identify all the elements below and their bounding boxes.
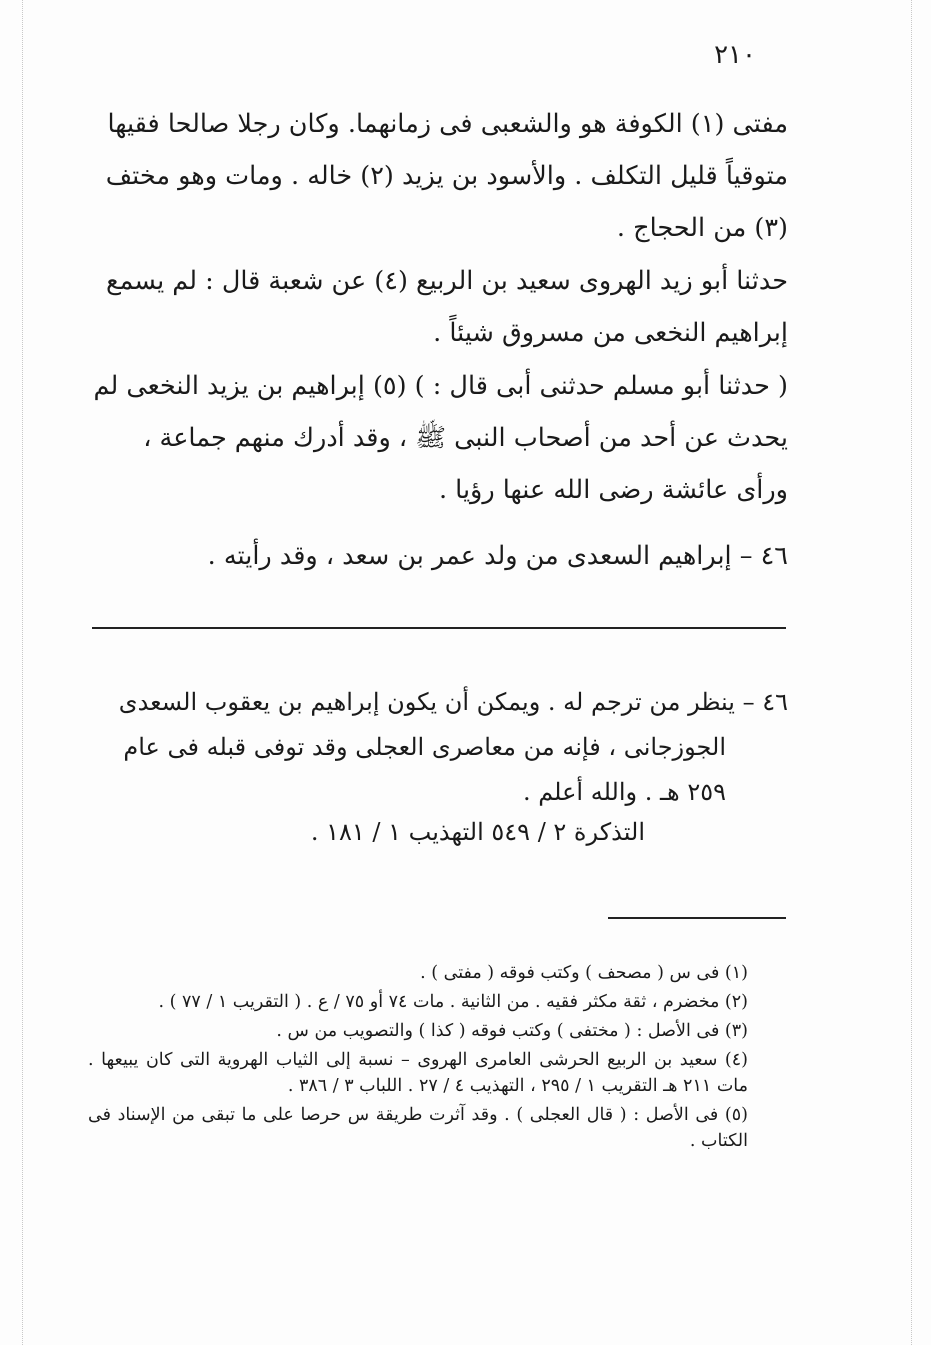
right-margin-dots	[911, 0, 912, 1345]
footnote-2: (٢) مخضرم ، ثقة مكثر فقيه . من الثانية . مات ٧٤ أو ٧٥ / ع . ( التقريب ١ / ٧٧ ) .	[158, 992, 748, 1012]
main-paragraph-3	[88, 360, 788, 516]
commentary-line-3: ٢٥٩ هـ . والله أعلم .	[522, 778, 726, 806]
left-margin-dots	[22, 0, 23, 1345]
paragraph-text: ( حدثنا أبو مسلم حدثنى أبى قال : ) (٥) إبراهيم بن يزيد النخعى لم يحدث عن أحد من أصحاب النبى ﷺ ، وقد أدرك منهم جماعة ، ورأى عائشة رضى الله عنها رؤيا .	[93, 371, 788, 505]
main-paragraph-1	[88, 98, 788, 254]
commentary-references: التذكرة ٢ / ٥٤٩ التهذيب ١ / ١٨١ .	[310, 818, 645, 846]
footnote-3: (٣) فى الأصل : ( مختفى ) وكتب فوقه ( كذا ) والتصويب من س .	[276, 1021, 748, 1041]
entry-text: ٤٦ – إبراهيم السعدى من ولد عمر بن سعد ، وقد رأيته .	[207, 541, 788, 571]
footnotes	[88, 960, 788, 1157]
footnote-1: (١) فى س ( مصحف ) وكتب فوقه ( مفتى ) .	[420, 963, 748, 983]
paragraph-text: مفتى (١) الكوفة هو والشعبى فى زمانهما. وكان رجلا صالحا فقيها متوقياً قليل التكلف . والأسود بن يزيد (٢) خاله . ومات وهو مختف (٣) من الحجاج .	[105, 109, 788, 243]
paragraph-text: حدثنا أبو زيد الهروى سعيد بن الربيع (٤) عن شعبة قال : لم يسمع إبراهيم النخعى من مسروق شيئاً .	[106, 266, 788, 348]
text-separator-rule	[92, 627, 786, 629]
footnote-separator-rule	[608, 917, 786, 919]
footnote-4: (٤) سعيد بن الربيع الحرشى العامرى الهروى – نسبة إلى الثياب الهروية التى كان يبيعها . مات ٢١١ هـ التقريب ١ / ٢٩٥ ، التهذيب ٤ / ٢٧ . اللباب ٣ / ٣٨٦ .	[88, 1050, 748, 1096]
page-number: ٢١٠	[714, 40, 756, 70]
footnote-5: (٥) فى الأصل : ( قال العجلى ) . وقد آثرت طريقة س حرصا على ما تبقى من الإسناد فى الكتاب .	[88, 1105, 748, 1151]
commentary-line-2: الجوزجانى ، فإنه من معاصرى العجلى وقد توفى قبله فى عام	[123, 733, 726, 761]
commentary-block	[88, 680, 788, 815]
entry-46	[88, 530, 788, 582]
main-paragraph-2	[88, 255, 788, 359]
commentary-line-1: ٤٦ – ينظر من ترجم له . ويمكن أن يكون إبراهيم بن يعقوب السعدى	[118, 688, 788, 716]
